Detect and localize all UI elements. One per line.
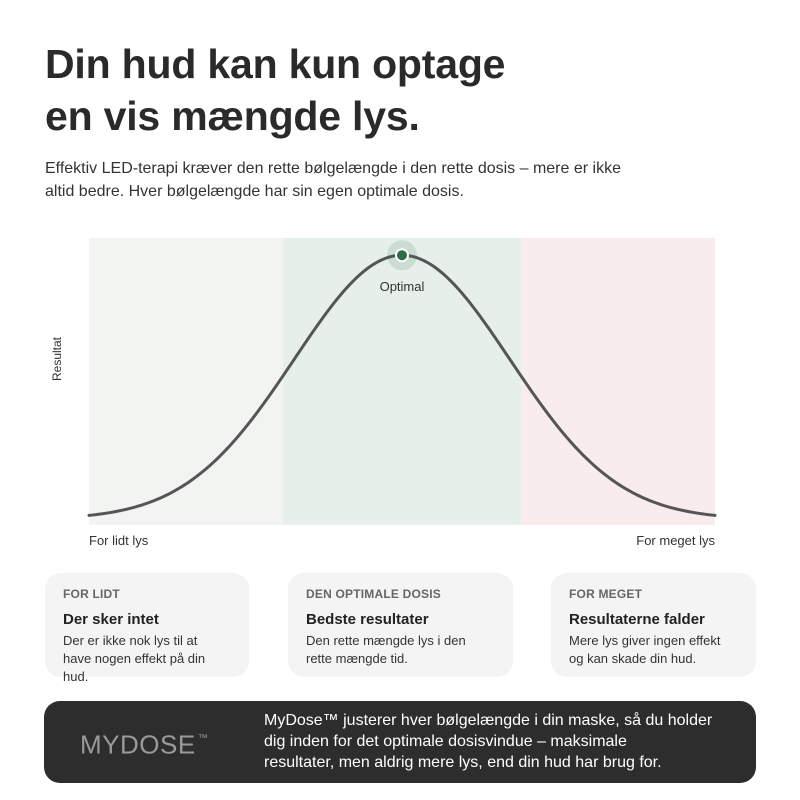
- card-tag: FOR MEGET: [569, 587, 643, 601]
- card-description: [306, 632, 495, 668]
- dose-response-chart: [0, 225, 800, 560]
- banner-text: [264, 710, 744, 773]
- card-tag: FOR LIDT: [63, 587, 120, 601]
- zone-for-meget: [521, 238, 715, 525]
- trademark-symbol: ™: [197, 733, 209, 744]
- card-description-line: Mere lys giver ingen effekt: [569, 633, 721, 648]
- headline-line-1: Din hud kan kun optage: [45, 41, 506, 87]
- headline: [45, 38, 745, 142]
- intro-line-1: Effektiv LED-terapi kræver den rette bølgelængde i den rette dosis – mere er ikke: [45, 160, 621, 177]
- card-title: Resultaterne falder: [569, 611, 705, 628]
- card-description-line: og kan skade din hud.: [569, 651, 697, 666]
- optimal-label: Optimal: [379, 279, 425, 295]
- card-description-line: Den rette mængde lys i den: [306, 633, 466, 648]
- card-description: [63, 632, 231, 686]
- card-description: [569, 632, 738, 668]
- y-axis-label: Resultat: [50, 336, 64, 382]
- card-description-line: have nogen effekt på din hud.: [63, 651, 206, 684]
- banner-line-2: dig inden for det optimale dosisvindue – maksimale: [264, 733, 627, 750]
- card-for-meget: [551, 573, 756, 677]
- banner-line-3: resultater, men aldrig mere lys, end din hud har brug for.: [264, 754, 662, 771]
- x-axis-label-left: For lidt lys: [89, 533, 149, 548]
- intro-text: [45, 157, 745, 203]
- banner-line-1: MyDose™ justerer hver bølgelængde i din maske, så du holder: [264, 712, 713, 729]
- intro-line-2: altid bedre. Hver bølgelængde har sin egen optimale dosis.: [45, 183, 464, 200]
- mydose-banner: [44, 701, 756, 783]
- optimal-peak-marker: [396, 249, 408, 261]
- card-description-line: rette mængde tid.: [306, 651, 408, 666]
- zone-for-lidt: [89, 238, 283, 525]
- card-title: Der sker intet: [63, 611, 159, 628]
- card-for-lidt: [45, 573, 249, 684]
- x-axis-label-right: For meget lys: [636, 533, 715, 548]
- card-title: Bedste resultater: [306, 611, 429, 628]
- card-description-line: Der er ikke nok lys til at: [63, 633, 198, 648]
- card-optimal: [288, 573, 513, 677]
- mydose-logo: [80, 728, 208, 759]
- brand-name: MYDOSE: [80, 729, 196, 760]
- headline-line-2: en vis mængde lys.: [45, 93, 420, 139]
- card-tag: DEN OPTIMALE DOSIS: [306, 587, 441, 601]
- dose-cards: [45, 573, 756, 684]
